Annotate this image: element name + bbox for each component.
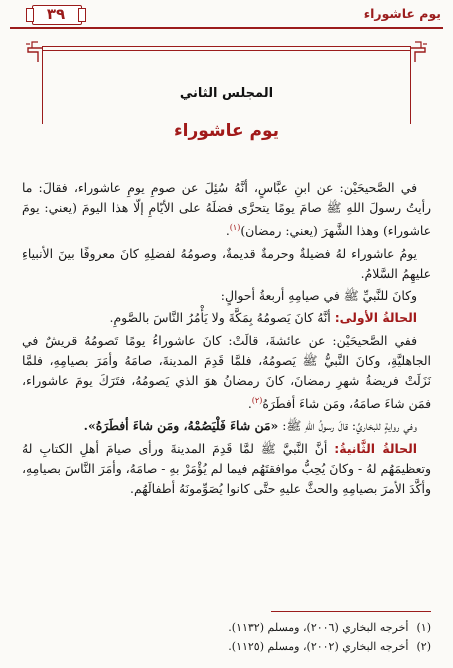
- paragraph: ففي الصَّحيحَيْن: عن عائشةَ، قالَتْ: كانَ عاشوراءُ يومًا تَصومُهُ قريشٌ في الجاهليَّةِ، وكانَ النَّبيُّ ﷺ يَصومُهُ، فلمَّا قَدِمَ المدينةَ، صامَهُ وأمَرَ بصيامِهِ، فلمَّا نَزَلَتْ فريضةُ شهرِ رمضانَ، كانَ رمضانُ هوَ الذي يَصومُهُ، فتَرَكَ يومَ عاشوراء، فمَن شاءَ صامَهُ، ومَن شاءَ أفطَرَهُ$^{(٢)}$.: [22, 332, 431, 412]
- page-number-tab-right: [78, 8, 86, 22]
- footnote-rule: [271, 611, 431, 612]
- case-label: الحالةُ الثَّانيةُ:: [334, 440, 417, 456]
- paragraph: [22, 416, 431, 436]
- footnote-text: أخرجه البخاري (٢٠٠٦)، ومسلم (١١٣٢).: [228, 621, 409, 634]
- running-header: [10, 4, 443, 26]
- corner-ornament-icon: [405, 38, 429, 62]
- paragraph-text: أنَّهُ كانَ يَصومُهُ بِمَكَّةَ ولا يَأْمُرُ النَّاسَ بالصَّومِ.: [109, 310, 331, 326]
- page-number: ٣٩: [46, 5, 66, 23]
- footnote-item: [22, 637, 431, 656]
- footnote-item: [22, 618, 431, 637]
- footnote-ref: (٢): [251, 396, 263, 406]
- paragraph-text: ففي الصَّحيحَيْن: عن عائشةَ، قالَتْ: كانَ عاشوراءُ يومًا تَصومُهُ قريشٌ في الجاهليَّةِ، وكانَ النَّبيُّ ﷺ يَصومُهُ، فلمَّا قَدِمَ المدينةَ، صامَهُ وأمَرَ بصيامِهِ، فلمَّا نَزَلَتْ فريضةُ شهرِ رمضانَ، كانَ رمضانُ هوَ الذي يَصومُهُ، فتَرَكَ يومَ عاشوراء، فمَن شاءَ صامَهُ، ومَن شاءَ أفطَرَهُ: [22, 332, 431, 412]
- page-number-tab-left: [26, 8, 34, 22]
- paragraph-text: أنَّ النَّبيَّ ﷺ لمَّا قَدِمَ المدينةَ ورأى صيامَ أهلِ الكتابِ لهُ وتعظيمَهُم لهُ - وكانَ يُحِبُّ موافقتَهُم فيما لم يُؤْمَرْ بهِ - صامَهُ، وأمَرَ النَّاسَ بصيامِهِ، وأكَّدَ الأمرَ بصيامِهِ والحثَّ عليهِ حتَّى كانوا يُصَوِّمونَهُ أطفالَهُم.: [22, 440, 431, 497]
- page-title: يوم عاشوراء: [173, 121, 280, 141]
- running-title: يوم عاشوراء: [363, 6, 441, 21]
- paragraph: [22, 286, 431, 306]
- section-label: المجلس الثاني: [179, 86, 274, 101]
- footnote-ref: (١): [229, 223, 241, 233]
- header-rule: [10, 27, 443, 29]
- paragraph-text: يومُ عاشوراء لهُ فضيلةٌ وحرمةٌ قديمةٌ، وصومُهُ لفضلِهِ كانَ معروفًا بينَ الأنبياءِ عليهِمُ السَّلامُ.: [22, 245, 431, 281]
- corner-ornament-icon: [24, 38, 48, 62]
- footnote-number: (٢): [416, 640, 431, 653]
- body-text: [22, 178, 431, 501]
- footnote-text: أخرجه البخاري (٢٠٠٢)، ومسلم (١١٢٥).: [228, 640, 409, 653]
- paragraph: في الصَّحيحَيْن: عن ابنِ عبَّاسٍ، أنَّهُ سُئِلَ عن صومِ يومِ عاشوراء، فقالَ: ما رأيتُ رسولَ اللهِ ﷺ صامَ يومًا يتحرَّى فضلَهُ على الأيّامِ إلّا هذا اليومَ (يعني: يومَ عاشوراء) وهذا الشَّهرَ (يعني: رمضان)$^{(١)}$.: [22, 180, 431, 239]
- footnotes: [22, 618, 431, 656]
- paragraph: [22, 439, 431, 500]
- paragraph-text: وكانَ للنَّبيِّ ﷺ في صيامِهِ أربعةُ أحوالٍ:: [220, 288, 417, 304]
- paragraph: [22, 244, 431, 284]
- paragraph-text: وفي روايةٍ للبخاريِّ: قالَ رسولُ اللهِ ﷺ:: [282, 418, 417, 434]
- footnote-number: (١): [416, 621, 431, 634]
- page-number-badge: [32, 4, 80, 24]
- case-label: الحالةُ الأولى:: [334, 310, 417, 326]
- frame-top-border: [42, 46, 411, 51]
- paragraph-text: في الصَّحيحَيْن: عن ابنِ عبَّاسٍ، أنَّهُ سُئِلَ عن صومِ يومِ عاشوراء، فقالَ: ما رأيتُ رسولَ اللهِ ﷺ صامَ يومًا يتحرَّى فضلَهُ على الأيّامِ إلّا هذا اليومَ (يعني: يومَ عاشوراء) وهذا الشَّهرَ (يعني: رمضان): [22, 180, 431, 239]
- hadith-quote: «مَن شاءَ فَلْيَصُمْهُ، ومَن شاءَ أفطَرَهُ».: [83, 418, 279, 434]
- paragraph: [22, 308, 431, 328]
- chapter-frame: [18, 38, 435, 124]
